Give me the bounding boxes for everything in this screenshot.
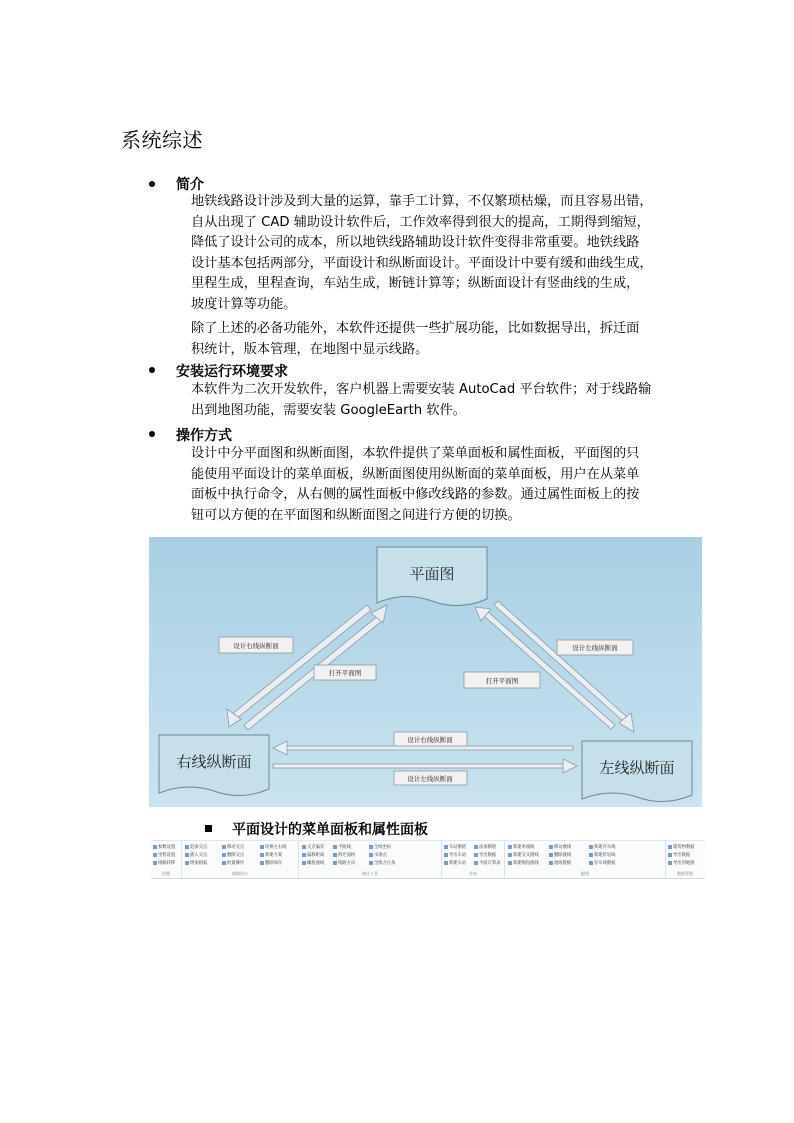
ribbon-item[interactable]: 里程设置	[153, 852, 175, 858]
ribbon-item[interactable]: 新建存车线	[589, 844, 615, 850]
ribbon-item[interactable]: 批量操作	[222, 860, 244, 866]
svg-text:平面图: 平面图	[409, 565, 455, 583]
ribbon-group-data-management	[666, 841, 704, 878]
svg-text:右线纵断面: 右线纵断面	[176, 753, 252, 771]
svg-text:打开平面图: 打开平面图	[328, 669, 362, 677]
ribbon-item[interactable]: 新建缩短渡线	[508, 860, 539, 866]
section-heading-intro: 简介	[176, 177, 204, 193]
ribbon-group-settings	[151, 841, 182, 878]
ribbon-group-line-design	[182, 841, 299, 878]
ribbon-item[interactable]: 导出到地图	[668, 860, 694, 866]
ribbon-item[interactable]: 导出车站	[444, 852, 466, 858]
ribbon-item[interactable]: 水准点	[369, 852, 387, 858]
section-heading-operation: 操作方式	[176, 428, 232, 444]
bullet-icon	[149, 367, 155, 373]
ribbon-item[interactable]: 存车线数据	[589, 860, 615, 866]
ribbon-item[interactable]: 线路方向	[333, 860, 355, 866]
page-title: 系统综述	[121, 128, 203, 152]
label-open-plan-right	[464, 672, 540, 688]
label-design-left-profile	[557, 640, 633, 655]
svg-text:设计左线纵断面: 设计左线纵断面	[572, 644, 618, 652]
ribbon-item[interactable]: 拆迁面积	[333, 852, 355, 858]
ribbon-item[interactable]: 删除交点	[222, 852, 244, 858]
ribbon-item[interactable]: 移动渡线	[549, 844, 571, 850]
label-design-right-profile	[219, 637, 293, 653]
label-design-left-bottom	[394, 771, 467, 785]
ribbon-item[interactable]: 增加圆弧	[185, 860, 207, 866]
ribbon-item[interactable]: 新建方案	[260, 852, 282, 858]
square-bullet-icon	[205, 825, 212, 832]
ribbon-item[interactable]: 平曲线	[333, 844, 351, 850]
ribbon-item[interactable]: 线路转移	[153, 860, 175, 866]
left-profile-box	[582, 741, 692, 802]
label-design-right-bottom	[394, 732, 467, 746]
ribbon-group-label: 统计工具	[362, 871, 378, 876]
ribbon-group-label: 车站	[469, 871, 477, 876]
workflow-diagram	[149, 537, 702, 807]
ribbon-item[interactable]: 导出数据	[474, 852, 496, 858]
ribbon-panel	[151, 840, 705, 879]
ribbon-item[interactable]: 螺旋曲线	[302, 860, 324, 866]
ribbon-group-label: 设置	[162, 871, 170, 876]
ribbon-item[interactable]: 渡线数据	[549, 860, 571, 866]
ribbon-item[interactable]: 车站断链	[444, 844, 466, 850]
ribbon-item[interactable]: 新建交叉渡线	[508, 852, 539, 858]
bullet-icon	[149, 431, 155, 437]
svg-text:设计右线纵断面: 设计右线纵断面	[233, 642, 279, 650]
ribbon-item[interactable]: 平面计算表	[474, 860, 500, 866]
ribbon-group-label: 线路设计	[232, 871, 248, 876]
intro-paragraph-1: 地铁线路设计涉及到大量的运算，靠手工计算，不仅繁琐枯燥，而且容易出错， 自从出现了 CAD 辅助设计软件后，工作效率得到很大的提高，工期得到缩短， 降低了设计公司的成本，所以地铁线路辅助设计软件变得非常重要。地铁线路 设计基本包括两部分，平面设计和纵断面设计。平面设计中要有缓和曲线生成， 里程生成，里程查询，车站生成，断链计算等；纵断面设计有竖曲线的生成， 坡度计算等功能。	[191, 194, 653, 312]
ribbon-item[interactable]: 移动交点	[222, 844, 244, 850]
ribbon-item[interactable]: 删除保存	[260, 860, 282, 866]
ribbon-item[interactable]: 新建折返线	[589, 852, 615, 858]
ribbon-item[interactable]: 建筑物数据	[668, 844, 694, 850]
right-profile-box	[159, 735, 269, 796]
svg-text:打开平面图: 打开平面图	[485, 677, 519, 685]
svg-text:设计右线纵断面: 设计右线纵断面	[407, 736, 453, 744]
ribbon-item[interactable]: 删除渡线	[549, 852, 571, 858]
section-heading-environment: 安装运行环境要求	[176, 364, 288, 380]
ribbon-item[interactable]: 追加交点	[185, 844, 207, 850]
ribbon-group-label: 配线	[581, 871, 589, 876]
ribbon-item[interactable]: 偏移距离	[302, 852, 324, 858]
bullet-icon	[149, 181, 155, 187]
environment-paragraph: 本软件为二次开发软件，客户机器上需要安装 AutoCad 平台软件；对于线路输 出到地图功能，需要安装 GoogleEarth 软件。	[191, 382, 652, 418]
ribbon-group-sidings	[505, 841, 666, 878]
ribbon-item[interactable]: 新建单渡线	[508, 844, 534, 850]
intro-paragraph-2: 除了上述的必备功能外，本软件还提供一些扩展功能，比如数据导出，拆迁面 积统计，版本管理，在地图中显示线路。	[191, 321, 640, 357]
ribbon-item[interactable]: 全线方位角	[369, 860, 395, 866]
ribbon-group-statistics	[299, 841, 442, 878]
label-open-plan-left	[314, 665, 376, 680]
ribbon-item[interactable]: 插入交点	[185, 852, 207, 858]
ribbon-item[interactable]: 全线坐标	[369, 844, 391, 850]
subsection-heading: 平面设计的菜单面板和属性面板	[232, 822, 428, 838]
ribbon-group-label: 数据管理	[677, 871, 693, 876]
ribbon-item[interactable]: 交点偏差	[302, 844, 324, 850]
ribbon-item[interactable]: 导出数据	[668, 852, 690, 858]
operation-paragraph: 设计中分平面图和纵断面图，本软件提供了菜单面板和属性面板，平面图的只 能使用平面设计的菜单面板，纵断面图使用纵断面的菜单面板，用户在从菜单 面板中执行命令，从右侧的属性面板中修改线路的参数。通过属性面板上的按 钮可以方便的在平面图和纵断面图之间进行方便的切换。	[191, 446, 640, 523]
ribbon-item[interactable]: 新建车站	[444, 860, 466, 866]
svg-text:设计左线纵断面: 设计左线纵断面	[407, 775, 453, 783]
svg-text:左线纵断面: 左线纵断面	[599, 759, 675, 777]
plan-view-box	[377, 547, 487, 606]
ribbon-item[interactable]: 参数设置	[153, 844, 175, 850]
ribbon-item[interactable]: 切换左右线	[260, 844, 286, 850]
ribbon-group-station	[442, 841, 505, 878]
ribbon-item[interactable]: 添加断链	[474, 844, 496, 850]
